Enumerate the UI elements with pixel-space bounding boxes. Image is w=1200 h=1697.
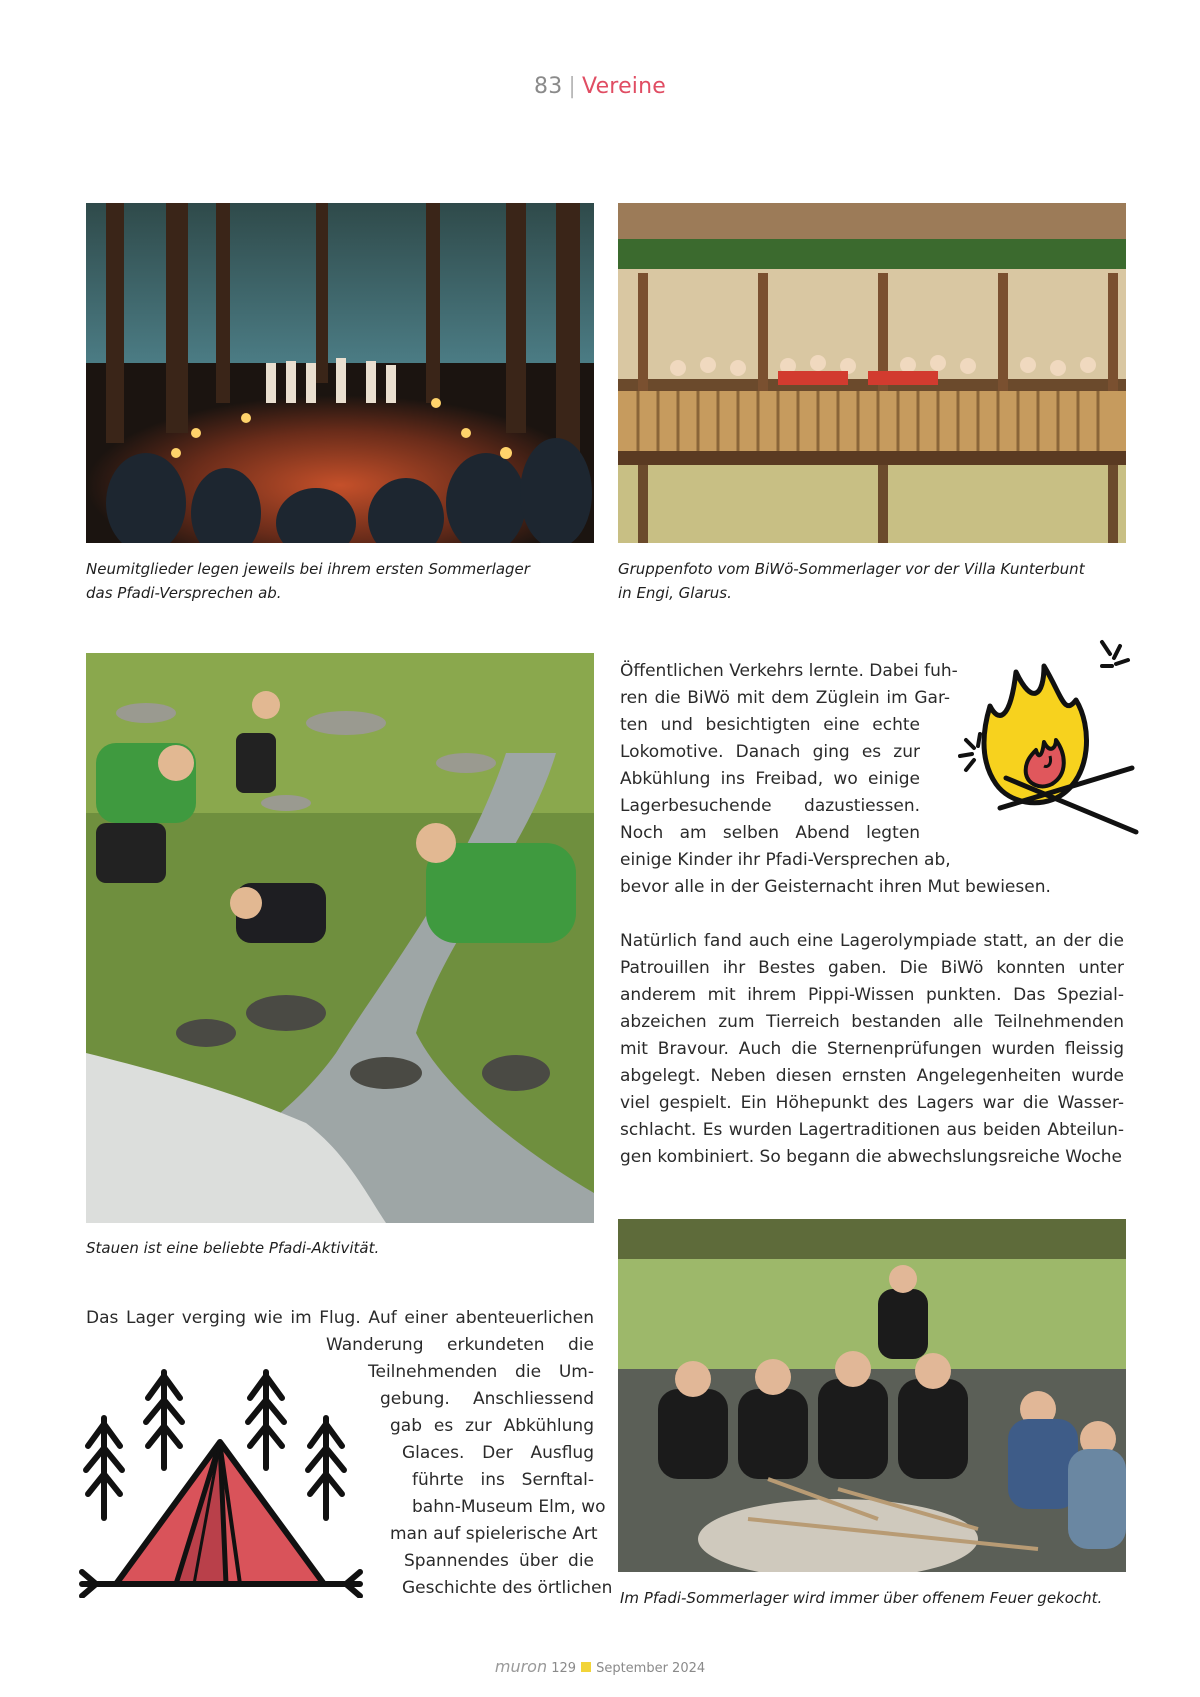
- campfire-caption-line-1: Neumitglieder legen jeweils bei ihrem ersten Sommerlager: [86, 560, 530, 578]
- villa-caption-line-2: in Engi, Glarus.: [618, 584, 732, 602]
- article-line: Wanderung erkundeten die: [326, 1335, 594, 1355]
- balcony-group-photo: [618, 203, 1126, 543]
- page-number: 83: [534, 74, 563, 99]
- campfire-circle-photo: [86, 203, 594, 543]
- article-text-right-p2: [620, 928, 1124, 1171]
- campfire-caption-line-2: das Pfadi-Versprechen ab.: [86, 584, 282, 602]
- article-line: gab es zur Abkühlung: [390, 1416, 594, 1436]
- campfire-caption: [86, 557, 606, 605]
- article-line: Geschichte des örtlichen: [402, 1578, 613, 1598]
- footer-square-icon: [581, 1662, 591, 1672]
- article-line: Das Lager verging wie im Flug. Auf einer abenteuerlichen: [86, 1308, 594, 1328]
- footer-date: September 2024: [596, 1661, 706, 1676]
- footer-issue: 129: [551, 1661, 577, 1676]
- article-paragraph-2: Natürlich fand auch eine Lagerolympiade statt, an der die Patrouillen ihr Bestes gaben. Die BiWö konnten unter anderem mit ihrem Pippi-Wissen punkten. Das Spezial-abzeichen zum Tierreich bestanden alle Teilnehmenden mit Bravour. Auch die Sternenprüfungen wurden fleissig abgelegt. Neben diesen ernsten Angelegenheiten wurde viel gespielt. Ein Höhepunkt des Lagers war die Wasser-schlacht. Es wurden Lagertraditionen aus beiden Abteilun-gen kombiniert. So begann die abwechslungsreiche Woche: [620, 931, 1124, 1167]
- page-footer: [0, 1657, 1200, 1676]
- article-line: Noch am selben Abend legten: [620, 823, 920, 843]
- article-line: gebung. Anschliessend: [380, 1389, 594, 1409]
- article-line: Öffentlichen Verkehrs lernte. Dabei fuh-: [620, 661, 958, 681]
- header-separator: |: [568, 74, 577, 99]
- article-line: Abkühlung ins Freibad, wo einige: [620, 769, 920, 789]
- stream-caption: Stauen ist eine beliebte Pfadi-Aktivität.: [86, 1239, 380, 1257]
- villa-caption-line-1: Gruppenfoto vom BiWö-Sommerlager vor der Villa Kunterbunt: [618, 560, 1085, 578]
- article-line: ten und besichtigten eine echte: [620, 715, 920, 735]
- article-line: man auf spielerische Art: [390, 1524, 598, 1544]
- article-line: Lokomotive. Danach ging es zur: [620, 742, 920, 762]
- villa-caption: [618, 557, 1138, 605]
- cooking-caption: Im Pfadi-Sommerlager wird immer über offenem Feuer gekocht.: [620, 1589, 1103, 1607]
- article-line: bevor alle in der Geisternacht ihren Mut bewiesen.: [620, 877, 1051, 897]
- article-line: einige Kinder ihr Pfadi-Versprechen ab,: [620, 850, 951, 870]
- article-line: ren die BiWö mit dem Züglein im Gar-: [620, 688, 950, 708]
- page-header: [0, 74, 1200, 99]
- footer-brand: muron: [494, 1657, 548, 1676]
- article-line: führte ins Sernftal-: [412, 1470, 594, 1490]
- article-line: Spannendes über die: [404, 1551, 594, 1571]
- stream-damming-photo: [86, 653, 594, 1223]
- article-line: bahn-Museum Elm, wo: [412, 1497, 606, 1517]
- article-line: Lagerbesuchende dazustiessen.: [620, 796, 920, 816]
- article-line: Teilnehmenden die Um-: [368, 1362, 594, 1382]
- tent-trees-icon: [76, 1358, 366, 1598]
- section-title: Vereine: [582, 74, 666, 99]
- campfire-icon: [952, 636, 1142, 836]
- fire-cooking-photo: [618, 1219, 1126, 1572]
- article-line: Glaces. Der Ausflug: [402, 1443, 594, 1463]
